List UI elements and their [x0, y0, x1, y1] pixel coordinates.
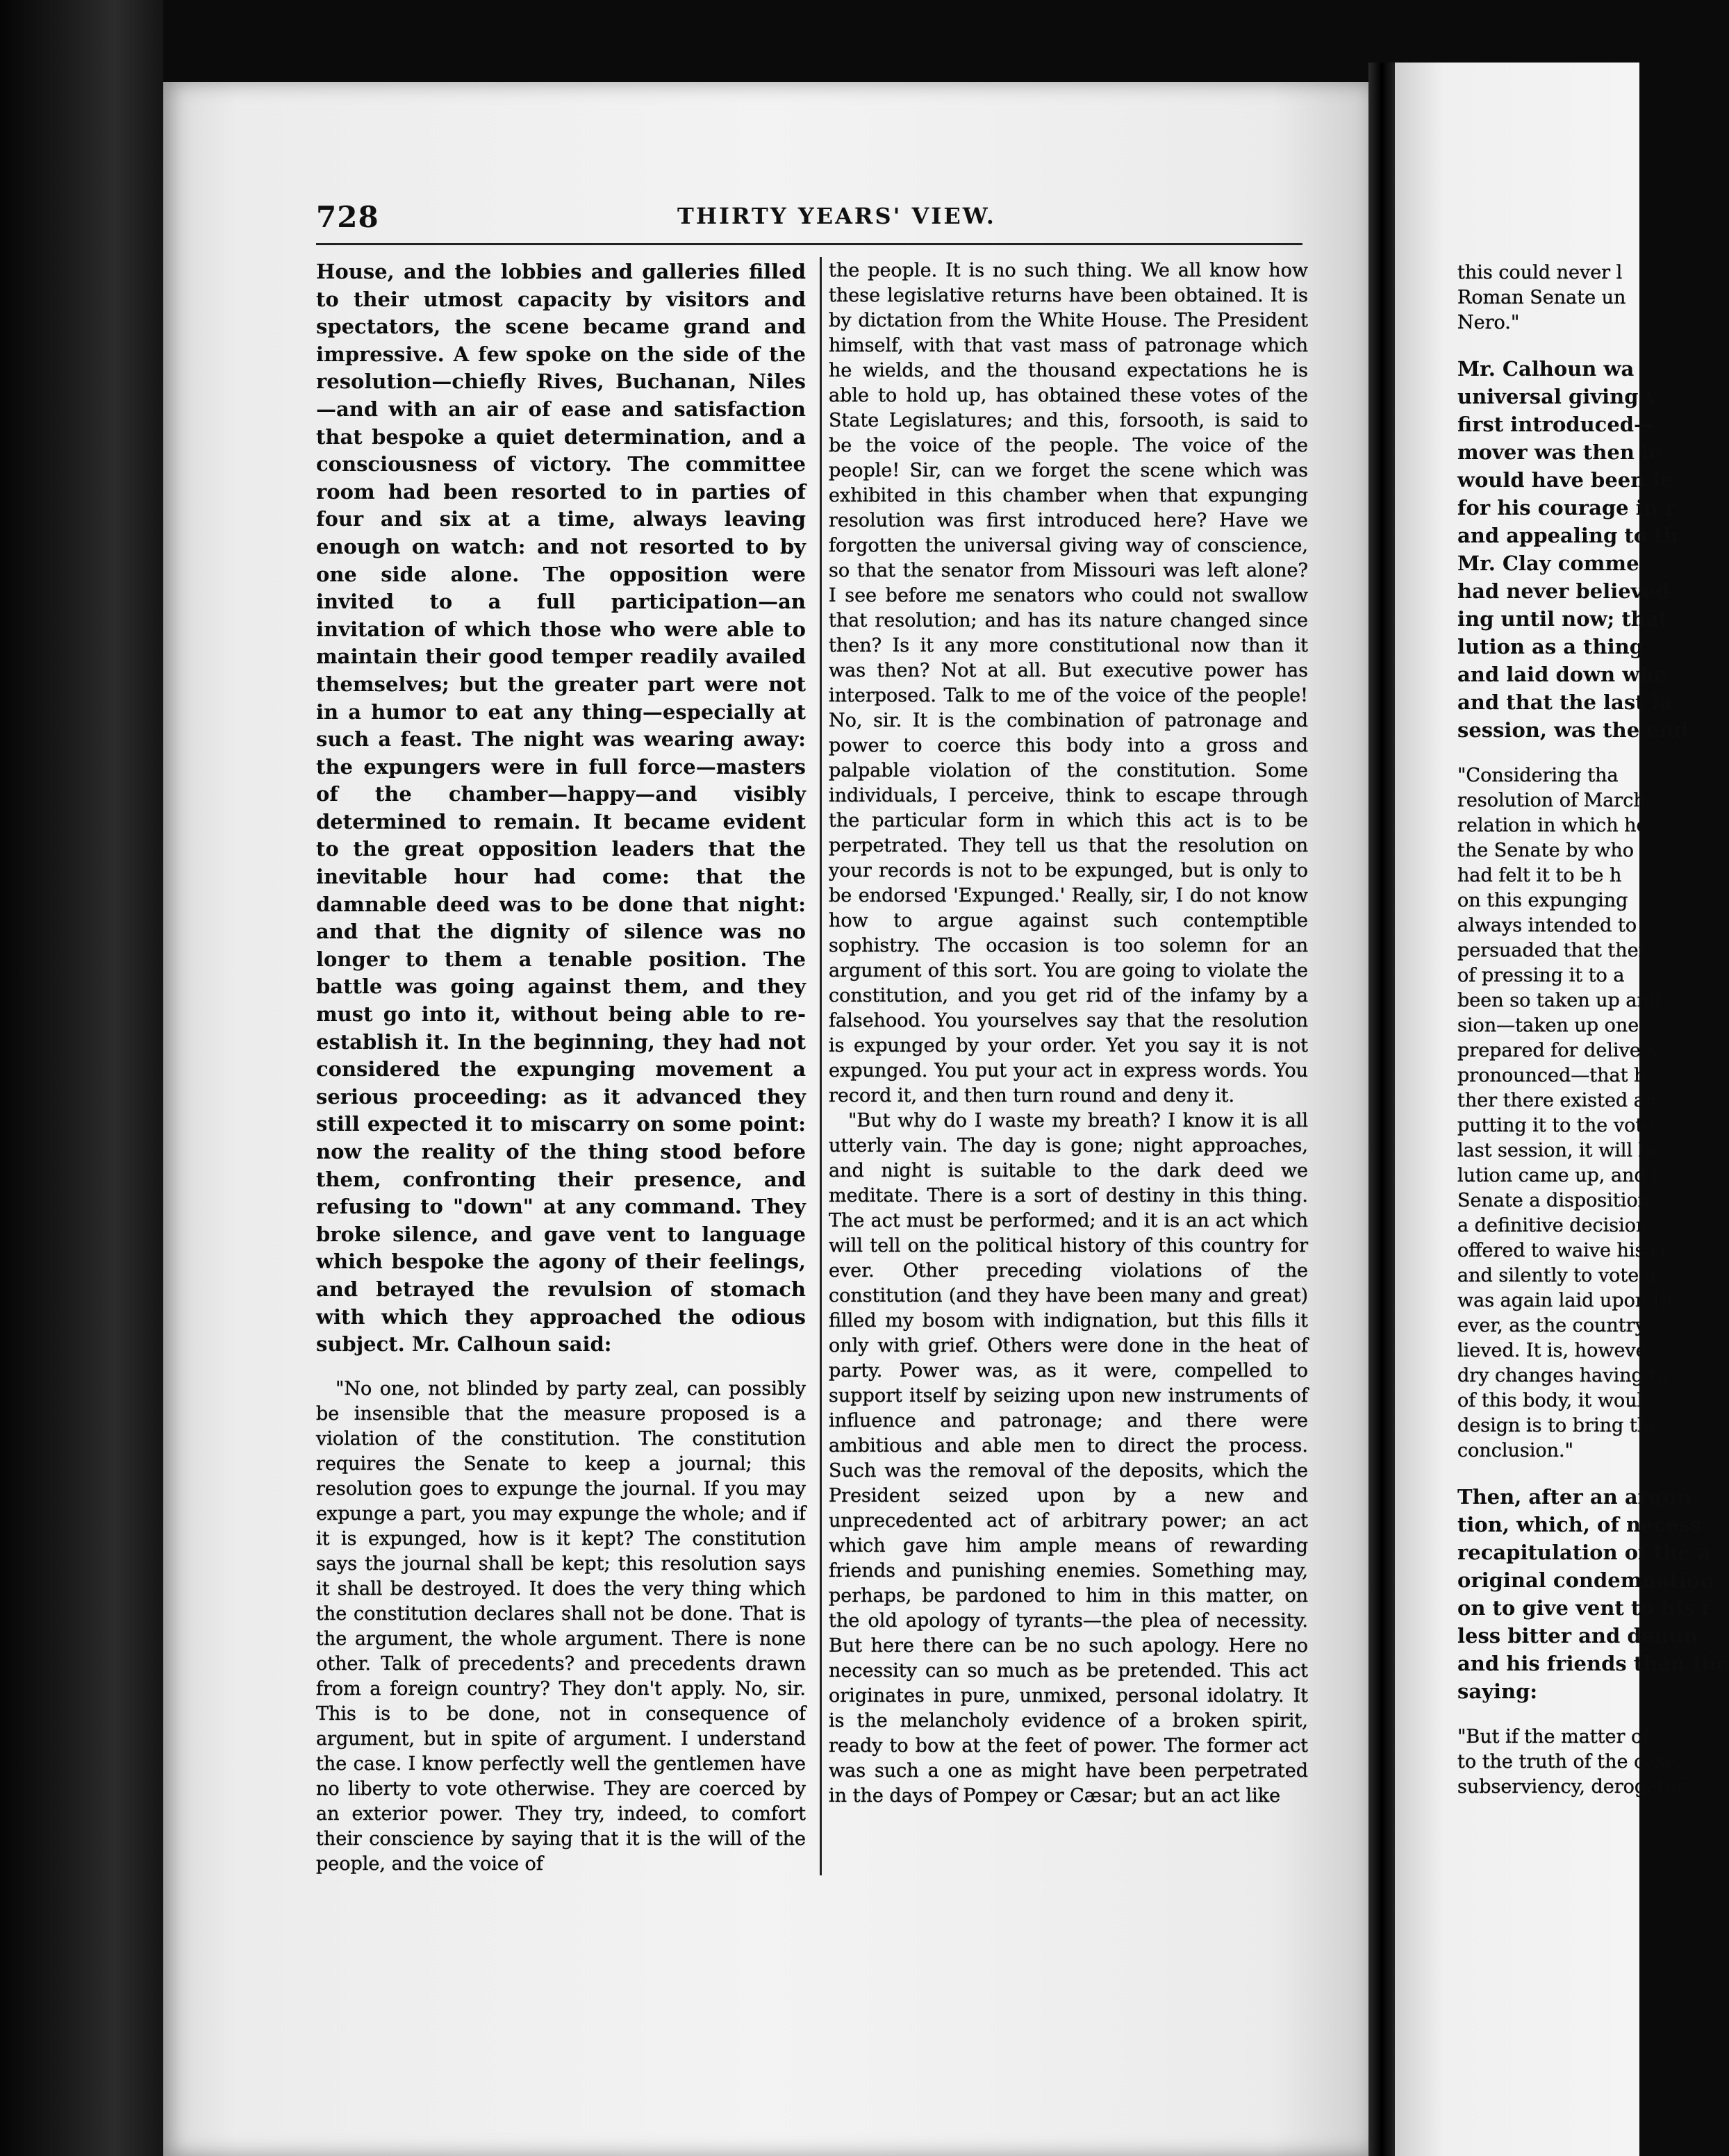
right-block-3: [1457, 549, 1689, 744]
text-line: conclusion.": [1457, 1440, 1574, 1461]
text-line: relation in which he: [1457, 815, 1648, 836]
text-line: less bitter and denun: [1457, 1624, 1698, 1648]
text-line: Then, after an argun: [1457, 1485, 1692, 1509]
text-line: this could never l: [1457, 262, 1623, 283]
text-line: had never believed: [1457, 579, 1670, 603]
text-line: ther there existed an: [1457, 1090, 1657, 1111]
text-line: universal giving v: [1457, 385, 1657, 408]
right-block-6: [1457, 1725, 1686, 1800]
text-line: design is to bring the: [1457, 1415, 1661, 1436]
text-line: "Considering tha: [1457, 765, 1619, 786]
text-line: Senate a disposition: [1457, 1190, 1650, 1211]
text-line: had felt it to be h: [1457, 865, 1622, 886]
text-line: "But if the matter of: [1457, 1726, 1650, 1748]
text-line: persuaded that ther: [1457, 940, 1648, 961]
text-line: sion—taken up one: [1457, 1015, 1639, 1036]
text-line: Nero.": [1457, 312, 1520, 333]
speech-continuation-paragraph: the people. It is no such thing. We all know how these legislative returns have been obtained. It is by dictation from the White House. The President himself, with that vast mass of patronage which he wields, and the thousand expectations he is able to hold up, has obtained these votes of the State Legislatures; and this, forsooth, is said to be the voice of the people. The voice of the people! Sir, can we forget the scene which was exhibited in this chamber when that expunging resolution was first introduced here? Have we forgotten the universal giving way of conscience, so that the senator from Missouri was left alone? I see before me senators who could not swallow that resolution; and has its nature changed since then? Is it any more constitutional now than it was then? Not at all. But executive power has interposed. Talk to me of the voice of the people! No, sir. It is the combination of patronage and power to coerce this body into a gross and palpable violation of the constitution. Some individuals, I perceive, think to escape through the particular form in which this act is to be perpetrated. They tell us that the resolution on your records is not to be expunged, but is only to be endorsed 'Expunged.' Really, sir, I do not know how to argue against such contemptible sophistry. The occasion is too solemn for an argument of this sort. You are going to violate the constitution, and you get rid of the infamy by a falsehood. You yourselves say that the resolution is expunged by your order. Yet you say it is not expunged. You put your act in express words. You record it, and then turn round and deny it.: [829, 260, 1308, 1106]
text-line: ever, as the country: [1457, 1315, 1646, 1336]
text-line: was again laid upon th: [1457, 1290, 1673, 1311]
text-line: last session, it will be: [1457, 1140, 1662, 1161]
right-page-text-column: [1457, 260, 1729, 1800]
speech-paragraph-2: "But why do I waste my breath? I know it is all utterly vain. The day is gone; night approaches, and night is suitable to the dark deed we meditate. There is a sort of destiny in this thing. The act must be performed; and it is an act which will tell on the political history of this country for ever. Other preceding violations of the constitution (and they have been many and great) filled my bosom with indignation, but this fills it only with grief. Others were done in the heat of party. Power was, as it were, compelled to support itself by seizing upon new instruments of influence and patronage; and there were ambitious and able men to direct the process. Such was the removal of the deposits, which the President seized upon by a new and unprecedented act of arbitrary power; an act which gave him ample means of rewarding friends and punishing enemies. Something may, perhaps, be pardoned to him in this matter, on the old apology of tyrants—the plea of necessity. But here there can be no such apology. Here no necessity can so much as be pretended. This act originates in pure, unmixed, personal idolatry. It is the melancholy evidence of a broken spirit, ready to bow at the feet of power. The former act was such a one as might have been perpetrated in the days of Pompey or Cæsar; but an act like: [829, 1110, 1308, 1807]
text-line: Mr. Clay comme: [1457, 552, 1639, 575]
text-line: Roman Senate un: [1457, 287, 1626, 308]
text-line: saying:: [1457, 1680, 1538, 1703]
text-line: Mr. Calhoun wa: [1457, 357, 1635, 381]
text-line: to the truth of the case,: [1457, 1751, 1682, 1773]
text-line: of this body, it woul: [1457, 1390, 1644, 1411]
text-line: putting it to the vote: [1457, 1115, 1655, 1136]
running-head: [316, 200, 1302, 242]
text-line: been so taken up and: [1457, 990, 1662, 1011]
text-line: and silently to vote u: [1457, 1265, 1657, 1286]
text-line: original condemnation: [1457, 1568, 1715, 1592]
text-line: dry changes having ta: [1457, 1365, 1669, 1386]
text-line: lution came up, and i: [1457, 1165, 1658, 1186]
page-heading: THIRTY YEARS' VIEW.: [677, 203, 996, 229]
text-line: first introduced—: [1457, 413, 1655, 436]
text-line: the Senate by who: [1457, 840, 1635, 861]
text-line: and appealing to th: [1457, 524, 1678, 547]
book-gutter: [1368, 63, 1395, 2156]
page-number: 728: [316, 200, 379, 234]
text-line: for his courage in r: [1457, 496, 1676, 520]
text-line: always intended to: [1457, 915, 1637, 936]
middle-text-column: [829, 258, 1308, 1809]
text-line: subserviency, derogator: [1457, 1776, 1686, 1798]
right-block-4: [1457, 763, 1673, 1463]
left-text-column: [316, 258, 806, 1877]
text-line: ing until now; that: [1457, 607, 1669, 631]
text-line: on this expunging: [1457, 890, 1628, 911]
text-line: session, was the end: [1457, 718, 1689, 742]
text-line: on to give vent to his f: [1457, 1596, 1710, 1620]
right-block-5: [1457, 1483, 1729, 1705]
text-line: mover was then le: [1457, 440, 1662, 464]
text-line: tion, which, of necess: [1457, 1513, 1702, 1536]
text-line: offered to waive his ri: [1457, 1240, 1666, 1261]
narrative-paragraph: House, and the lobbies and galleries filled to their utmost capacity by visitors and spectators, the scene became grand and impressive. A few spoke on the side of the resolution—chiefly Rives, Buchanan, Niles—and with an air of ease and satisfaction that bespoke a quiet determination, and a consciousness of victory. The committee room had been resorted to in parties of four and six at a time, always leaving enough on watch: and not resorted to by one side alone. The opposition were invited to a full participation—an invitation of which those who were able to maintain their good temper readily availed themselves; but the greater part were not in a humor to eat any thing—especially at such a feast. The night was wearing away: the expungers were in full force—masters of the chamber—happy—and visibly determined to remain. It became evident to the great opposition leaders that the inevitable hour had come: that the damnable deed was to be done that night: and that the dignity of silence was no longer to them a tenable position. The battle was going against them, and they must go into it, without being able to re-establish it. In the beginning, they had not considered the expunging movement a serious proceeding: as it advanced they still expected it to miscarry on some point: now the reality of the thing stood before them, confronting their presence, and refusing to "down" at any command. They broke silence, and gave vent to language which bespoke the agony of their feelings, and betrayed the revulsion of stomach with which they approached the odious subject. Mr. Calhoun said:: [316, 260, 806, 1357]
text-line: and that the last la: [1457, 690, 1673, 714]
text-line: prepared for delivery: [1457, 1040, 1660, 1061]
right-block-2: [1457, 355, 1678, 549]
text-line: recapitulation of the a: [1457, 1541, 1711, 1564]
header-rule: [316, 243, 1302, 245]
calhoun-speech-paragraph: "No one, not blinded by party zeal, can possibly be insensible that the measure proposed is a violation of the constitution. The constitution requires the Senate to keep a journal; this resolution goes to expunge the journal. If you may expunge a part, you may expunge the whole; and if it is expunged, how is it kept? The constitution says the journal shall be kept; this resolution says it shall be destroyed. It does the very thing which the constitution declares shall not be done. That is the argument, the whole argument. There is none other. Talk of precedents? and precedents drawn from a foreign country? They don't apply. No, sir. This is to be done, not in consequence of argument, but in spite of argument. I understand the case. I know perfectly well the gentlemen have no liberty to vote otherwise. They are coerced by an exterior power. They try, indeed, to comfort their conscience by saying that it is the will of the people, and the voice of: [316, 1377, 806, 1875]
text-line: and laid down whe: [1457, 663, 1667, 686]
text-line: pronounced—that h: [1457, 1065, 1646, 1086]
right-block-1: [1457, 260, 1639, 335]
text-line: lution as a thing: [1457, 635, 1644, 658]
text-line: lieved. It is, however: [1457, 1340, 1656, 1361]
column-divider: [820, 257, 822, 1875]
text-line: a definitive decision.: [1457, 1215, 1655, 1236]
text-line: of pressing it to a: [1457, 965, 1625, 986]
book-spine: [0, 0, 163, 2156]
text-line: would have been le: [1457, 468, 1673, 492]
text-line: and his friends than the: [1457, 1652, 1729, 1675]
text-line: resolution of March: [1457, 790, 1646, 811]
